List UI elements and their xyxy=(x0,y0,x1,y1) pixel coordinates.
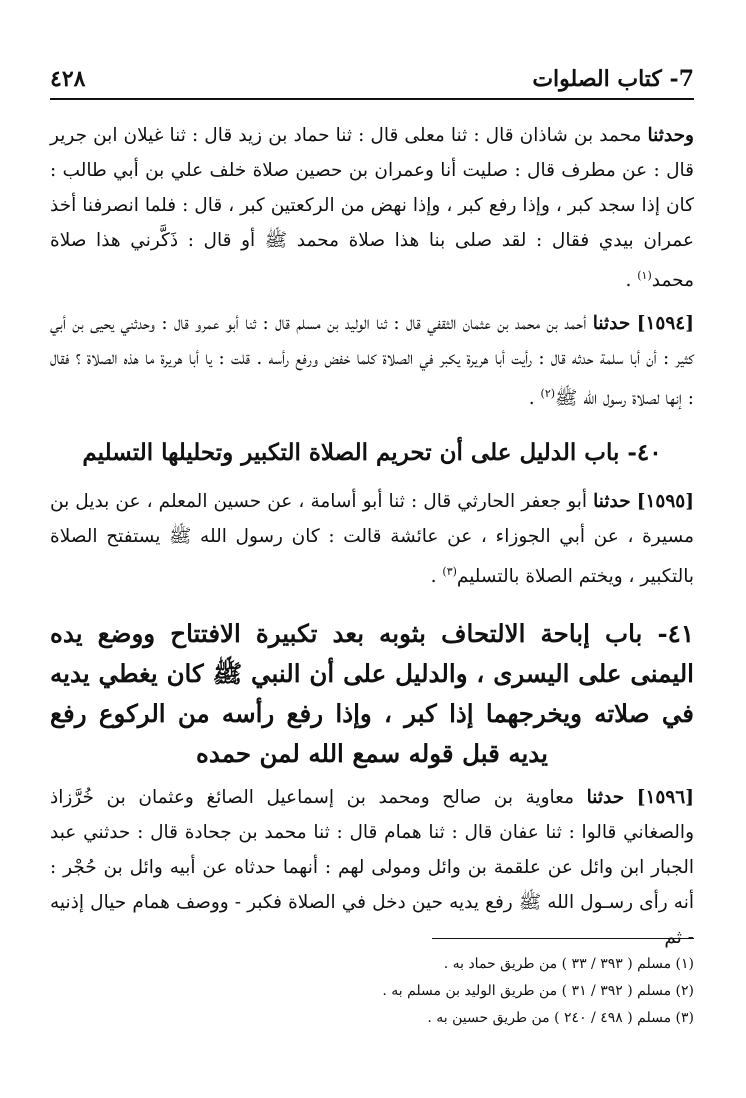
hadith-text: معاوية بن صالح ومحمد بن إسماعيل الصائغ وعثمان بن خُرَّزاذ والصغاني قالوا : ثنا عفان قال : ثنا همام قال : ثنا محمد بن جحادة قال : حدثني عبد الجبار ابن وائل عن علقمة بن وائل ومولى لهم : أنهما حدثاه عن أبيه وائل بن حُجْر : أنه رأى رسـول الله ﷺ رفع يديه حين دخل في الصلاة فكبر - ووصف همام حيال إذنيه - ثم xyxy=(50,787,694,949)
footnote-item: (٢) مسلم ( ٣٩٢ / ٣١ ) من طريق الوليد بن مسلم به . xyxy=(382,983,694,999)
footnote-divider xyxy=(432,938,694,939)
hadith-text: أحمد بن محمد بن عثمان الثقفي قال : ثنا الوليد بن مسلم قال : ثنا أبو عمرو قال : وحدثني يحيى بن أبي كثير : أن أبا سلمة حدثه قال : رأيت أبا هريرة يكبر في الصلاة كلما خفض ورفع رأسه . قلت : يا أبا هريرة ما هذه الصلاة ؟ فقال : إنها لصلاة رسول الله ﷺ xyxy=(50,313,694,410)
narration-text: محمد بن شاذان قال : ثنا معلى قال : ثنا حماد بن زيد قال : ثنا غيلان ابن جرير قال : عن مطرف قال : صليت أنا وعمران بن حصين صلاة خلف علي بن أبي طالب : كان إذا سجد كبر ، وإذا رفع كبر ، وإذا نهض من الركعتين كبر ، قال : فلما انصرفنا أخذ عمران بيدي فقال : لقد صلى بنا هذا صلاة محمد ﷺ أو قال : ذَكَّرني هذا صلاة محمد xyxy=(50,125,694,292)
hadith-lead: حدثنا xyxy=(592,313,631,335)
footnote-ref: (٢) xyxy=(540,387,556,401)
hadith-text: أبو جعفر الحارثي قال : ثنا أبو أسامة ، عن حسين المعلم ، عن بديل بن مسيرة ، عن أبي الجوزاء ، عن عائشة قالت : كان رسول الله ﷺ يستفتح الصلاة بالتكبير ، ويختم الصلاة بالتسليم xyxy=(50,491,694,588)
hadith-number: [١٥٩٥] xyxy=(636,491,694,513)
hadith-1594 xyxy=(50,306,694,416)
footnotes xyxy=(50,951,694,1032)
narration-end: . xyxy=(625,270,638,292)
hadith-end: . xyxy=(528,388,541,410)
chapter-heading-40: ٤٠- باب الدليل على أن تحريم الصلاة التكبير وتحليلها التسليم xyxy=(82,439,662,467)
chapter-running-title: 7- كتاب الصلوات xyxy=(532,66,694,92)
chapter-heading-41: ٤١- باب إباحة الالتحاف بثوبه بعد تكبيرة الافتتاح ووضع يده اليمنى على اليسرى ، والدليل على أن النبي ﷺ كان يغطي يديه في صلاته ويخرجهما إذا كبر ، وإذا رفع رأسه من الركوع رفع يديه قبل قوله سمع الله لمن حمده xyxy=(50,619,694,769)
footnote-ref: (١) xyxy=(637,269,652,282)
hadith-lead: حدثنا xyxy=(586,787,625,809)
footnote-item: (٣) مسلم ( ٤٩٨ / ٢٤٠ ) من طريق حسين به . xyxy=(427,1010,694,1026)
hadith-lead: حدثنا xyxy=(593,491,631,513)
hadith-number: [١٥٩٦] xyxy=(636,787,694,809)
hadith-end: . xyxy=(430,566,443,588)
footnote-item: (١) مسلم ( ٣٩٣ / ٣٣ ) من طريق حماد به . xyxy=(443,956,694,972)
main-text xyxy=(50,118,694,963)
narration-lead: وحدثنا xyxy=(647,125,694,146)
hadith-1595 xyxy=(50,484,694,594)
hadith-1596 xyxy=(50,780,694,955)
footnote-ref: (٣) xyxy=(442,565,457,579)
page-number: ٤٢٨ xyxy=(50,66,86,92)
hadith-number: [١٥٩٤] xyxy=(636,313,694,335)
page-header xyxy=(50,62,694,100)
narration-paragraph xyxy=(50,118,694,298)
